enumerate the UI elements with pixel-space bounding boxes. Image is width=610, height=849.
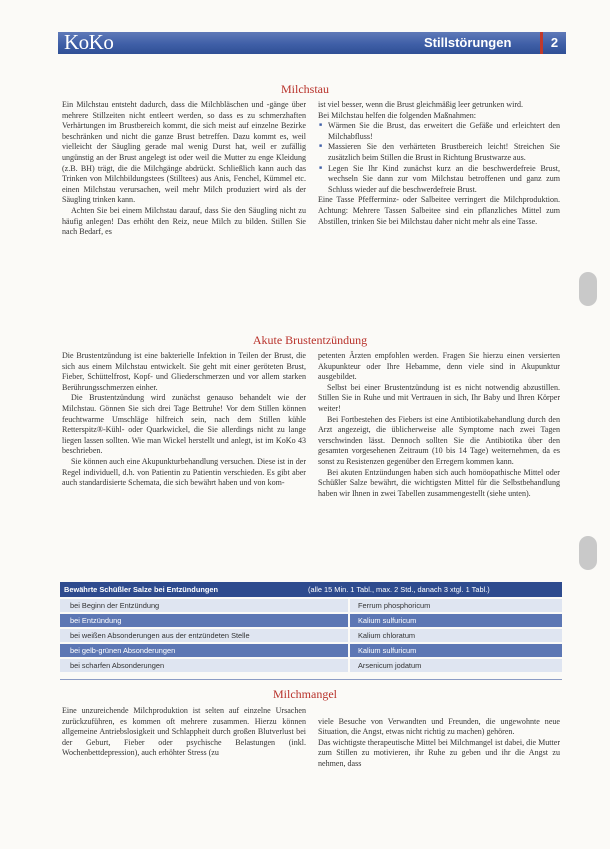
table-row (60, 599, 562, 612)
divider (60, 679, 562, 680)
list-item: ■ Legen Sie Ihr Kind zunächst kurz an die beschwerdefreie Brust, wechseln Sie dann zur vom Milchstau betroffenen und ganz zum Schluss wieder auf die beschwerdefreie Brust. (328, 164, 560, 196)
paragraph: Sie können auch eine Akupunkturbehandlung versuchen. Diese ist in der Regel individuell, d.h. von Patientin zu Patientin verschieden. Es gibt aber auch standardisierte Schemata, die sich bewährt haben und von kom- (62, 456, 306, 488)
brustentzuendung-heading: Akute Brustentzündung (252, 333, 368, 347)
milchmangel-heading: Milchmangel (273, 687, 337, 701)
milchstau-heading: Milchstau (281, 82, 329, 96)
binder-tab (579, 272, 597, 306)
binder-tab (579, 536, 597, 570)
paragraph: Bei Fortbestehen des Fiebers ist eine Antibiotikabehandlung durch den Arzt angezeigt, die üblicherweise alle Symptome nach zwei Tagen verschwinden lässt. Dennoch sollten Sie die Antibiotika über den gesamten vorgesehenen Zeitraum (10 bis 14 Tage) weiternehmen, da es sonst zu Resistenzen gegenüber den Erregern kommen kann. (318, 414, 560, 466)
milchmangel-right-column (318, 706, 560, 780)
table-row (60, 629, 562, 642)
brustentzuendung-left-column (62, 351, 306, 489)
paragraph: Die Brustentzündung wird zunächst genauso behandelt wie der Milchstau. Gönnen Sie sich drei Tage Bettruhe! Vor dem Stillen können feuchtwarme Umschläge hilfreich sein, nach dem Stillen kühle Retterspitz®-Kühl- oder Quarkwickel, die Sie allerdings nicht zu lange liegen lassen sollten. Wie man Wickel herstellt und anlegt, ist im KoKo 43 beschrieben. (62, 393, 306, 456)
condition-cell: bei gelb-grünen Absonderungen (60, 644, 348, 657)
table-title: Bewährte Schüßler Salze bei Entzündungen (64, 585, 218, 594)
paragraph: Die Brustentzündung ist eine bakterielle Infektion in Teilen der Brust, die sich aus einem Milchstau entwickelt. Sie geht mit einer geröteten Brust, Fieber, Schüttelfrost, Kopf- und Gliederschmerzen und vor allem starken Berührungsschmerzen einher. (62, 351, 306, 392)
paragraph: Bei Milchstau helfen die folgenden Maßnahmen: (318, 110, 476, 120)
table-row (60, 644, 562, 657)
condition-cell: bei weißen Absonderungen aus der entzündeten Stelle (60, 629, 348, 642)
remedy-cell: Ferrum phosphoricum (350, 599, 562, 612)
paragraph: Achten Sie bei einem Milchstau darauf, dass Sie den Säugling nicht zu häufig anlegen! Das erhöht den Reiz, neue Milch zu bilden. Stillen Sie nach Bedarf, es (62, 205, 306, 237)
paragraph: Eine Tasse Pfefferminz- oder Salbeitee verringert die Milchproduktion. Achtung: Mehrere Tassen Salbeitee sind ein pflanzliches Mittel zum Abstillen, trinken Sie bei Milchstau daher nicht mehr als eine Tasse. (318, 195, 560, 226)
remedy-cell: Kalium chloratum (350, 629, 562, 642)
remedy-cell: Kalium sulfuricum (350, 614, 562, 627)
brustentzuendung-right-column (318, 351, 560, 499)
schuessler-salze-table (60, 582, 562, 672)
table-row (60, 659, 562, 672)
paragraph: ist viel besser, wenn die Brust gleichmäßig leer getrunken wird. (318, 100, 524, 109)
table-row (60, 614, 562, 627)
remedy-cell: Kalium sulfuricum (350, 644, 562, 657)
paragraph: Eine unzureichende Milchproduktion ist selten auf einzelne Ursachen zurückzuführen, es kommen oft mehrere zusammen. Hierzu können allgemeine Antriebslosigkeit und Schlappheit durch großen Blutverlust bei der Geburt, Fieber oder psychische Belastungen (inkl. Wochenbettdepression), auch erhöhter Stress (zu (62, 706, 306, 758)
measures-list (318, 121, 560, 195)
paragraph: Bei akuten Entzündungen haben sich auch homöopathische Mittel oder Schüßler Salze bewährt, die wichtigsten Mittel für die Selbstbehandlung haben wir Ihnen in zwei Tabellen zusammengestellt (siehe unten). (318, 467, 560, 498)
section-heading: Stillstörungen (424, 35, 512, 50)
list-item: ■ Wärmen Sie die Brust, das erweitert die Gefäße und erleichtert den Milchabfluss! (328, 121, 560, 142)
milchstau-right-column (318, 100, 560, 227)
condition-cell: bei Beginn der Entzündung (60, 599, 348, 612)
table-header (60, 582, 562, 597)
milchstau-left-column (62, 100, 306, 238)
page-number: 2 (540, 32, 566, 54)
koko-logo: KoKo (64, 30, 114, 54)
condition-cell: bei scharfen Absonderungen (60, 659, 348, 672)
remedy-cell: Arsenicum jodatum (350, 659, 562, 672)
paragraph: petenten Ärzten empfohlen werden. Fragen Sie hierzu einen versierten Akupunkteur oder Ihre Hebamme, denn viele sind in Akupunktur ausgebildet. (318, 351, 560, 382)
paragraph: viele Besuche von Verwandten und Freunden, die ungewohnte neue Situation, die Angst, etwas nicht richtig zu machen) gehören. Das wichtigste therapeutische Mittel bei Milchmangel ist dabei, die Mutter zum Stillen zu motivieren, ihr Ruhe zu geben und ihr die Angst zu nehmen, dass (318, 716, 560, 768)
dosage-note: (alle 15 Min. 1 Tabl., max. 2 Std., danach 3 xtgl. 1 Tabl.) (308, 585, 490, 594)
list-item: ■ Massieren Sie den verhärteten Brustbereich leicht! Streichen Sie zusätzlich beim Stillen die Brust in Richtung Brustwarze aus. (328, 142, 560, 163)
paragraph: Selbst bei einer Brustentzündung ist es nicht notwendig abzustillen. Stillen Sie in Ruhe und mit Vertrauen in sich, Ihr Baby und Ihren Körper weiter! (318, 382, 560, 413)
condition-cell: bei Entzündung (60, 614, 348, 627)
paragraph: Ein Milchstau entsteht dadurch, dass die Milchbläschen und -gänge über mehrere Stillzeiten nicht entleert werden, so dass es zu schmerzhaften Verhärtungen im Brustbereich kommt, die sich meist auf einzelne Bezirke beschränken und nicht die ganze Brust betreffen. Dazu kommt es, weil vielleicht der Säugling gerade mal wenig Durst hat, weil er zufällig ungünstig an der Brust angelegt ist oder weil die Mutter zu enge Kleidung (z.B. BH) trägt, die die Milchgänge abdrückt. Schließlich kann auch das Trinken von Milchbildungstees (Stilltees) aus Anis, Fenchel, Kümmel etc. einen Milchstau verursachen, weil mehr Milch produziert wird als der Säugling trinken kann. (62, 100, 306, 205)
milchmangel-left-column (62, 706, 306, 759)
